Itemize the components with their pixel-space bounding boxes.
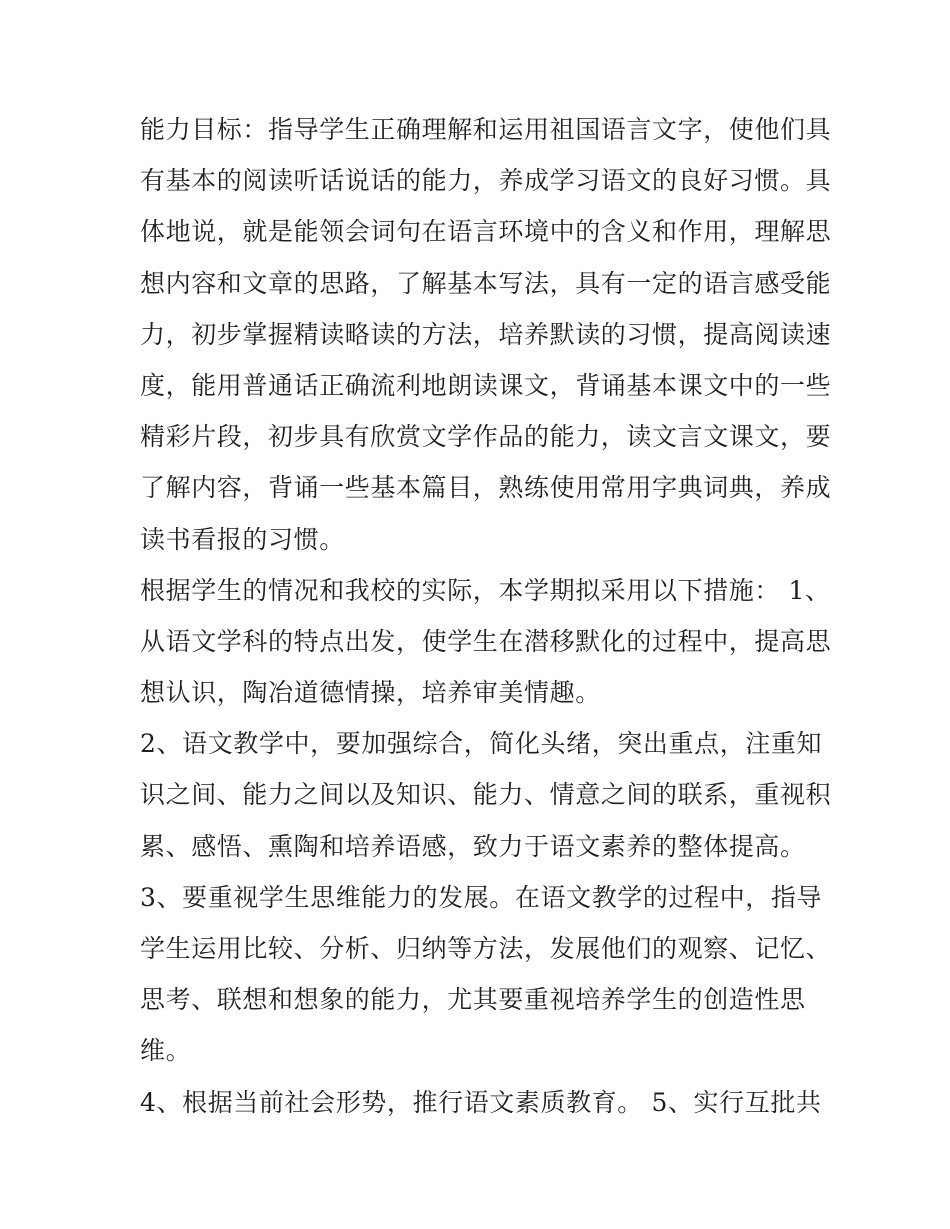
text-line: 力，初步掌握精读略读的方法，培养默读的习惯，提高阅读速: [140, 319, 832, 349]
text-line: 度，能用普通话正确流利地朗读课文，背诵基本课文中的一些: [140, 370, 832, 400]
text-line: 想认识，陶冶道德情操，培养审美情趣。: [140, 678, 601, 708]
text-line: 识之间、能力之间以及知识、能力、情意之间的联系，重视积: [140, 780, 832, 810]
text-line: 想内容和文章的思路，了解基本写法，具有一定的语言感受能: [140, 268, 832, 298]
text-line: 读书看报的习惯。: [140, 524, 345, 554]
text-line: 累、感悟、熏陶和培养语感，致力于语文素养的整体提高。: [140, 831, 806, 861]
text-line: 能力目标：指导学生正确理解和运用祖国语言文字，使他们具: [140, 115, 832, 144]
text-line: 从语文学科的特点出发，使学生在潜移默化的过程中，提高思: [140, 626, 832, 656]
text-line: 精彩片段，初步具有欣赏文学作品的能力，读文言文课文，要: [140, 422, 832, 452]
text-line: 2、语文教学中，要加强综合，简化头绪，突出重点，注重知: [140, 729, 823, 759]
text-line: 学生运用比较、分析、归纳等方法，发展他们的观察、记忆、: [140, 934, 832, 963]
text-line: 3、要重视学生思维能力的发展。在语文教学的过程中，指导: [140, 882, 823, 912]
text-line: 思考、联想和想象的能力，尤其要重视培养学生的创造性思: [140, 985, 806, 1015]
text-line: 有基本的阅读听话说话的能力，养成学习语文的良好习惯。具: [140, 166, 832, 196]
text-line: 根据学生的情况和我校的实际，本学期拟采用以下措施： 1、: [140, 575, 831, 605]
text-line: 维。: [140, 1036, 192, 1066]
document-body: [140, 104, 832, 1128]
text-line: 4、根据当前社会形势，推行语文素质教育。 5、实行互批共: [140, 1087, 822, 1117]
text-line: 体地说，就是能领会词句在语言环境中的含义和作用，理解思: [140, 217, 832, 247]
text-line: 了解内容，背诵一些基本篇目，熟练使用常用字典词典，养成: [140, 473, 832, 503]
